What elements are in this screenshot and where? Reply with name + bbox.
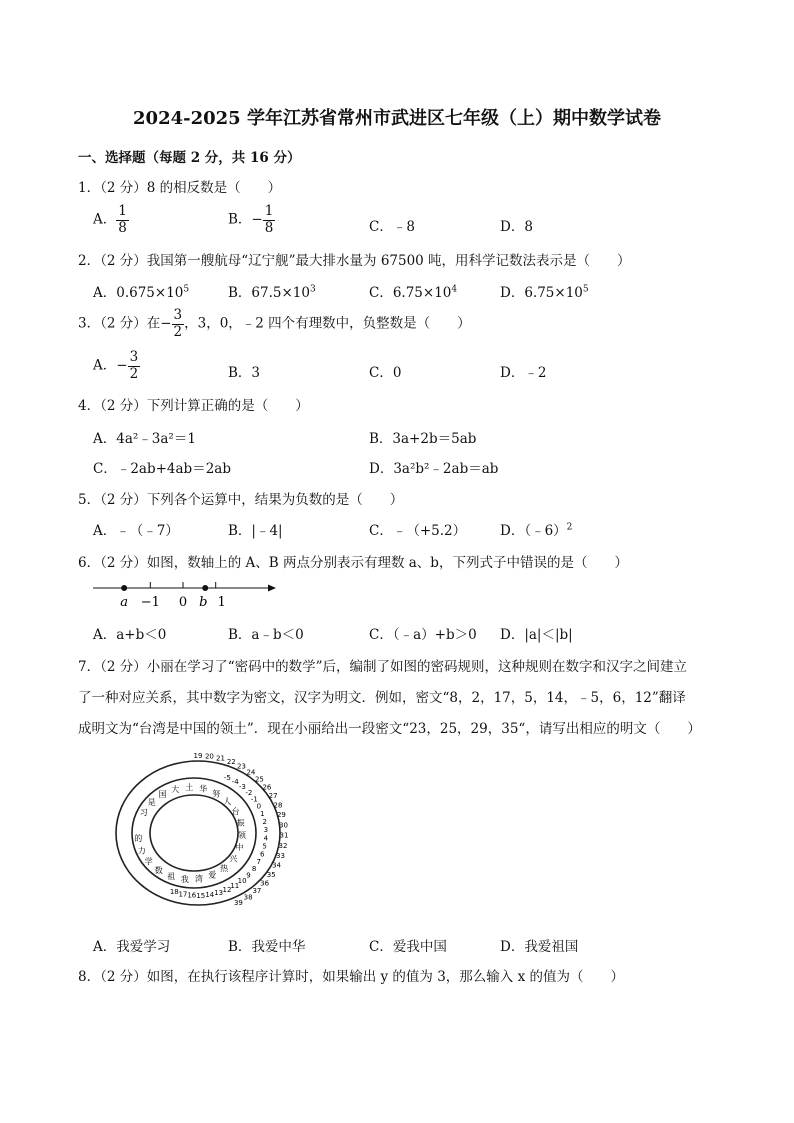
spiral-character: 学: [144, 857, 153, 867]
spiral-number: 34: [272, 861, 282, 870]
question-4-stem: 4．（2 分）下列计算正确的是（ ）: [78, 398, 309, 414]
spiral-number: 37: [252, 886, 262, 895]
point-a: [121, 585, 127, 591]
q2-option-a[interactable]: A．$0.675\times 10^5$: [93, 284, 190, 301]
q5-option-a[interactable]: A．﹣（﹣7）: [93, 523, 179, 539]
question-3-stem: 3．（2 分）在− $\frac{3}{2}$ ，3，0，﹣2 四个有理数中，负整数是（ ）: [78, 307, 471, 340]
spiral-character: 努: [212, 789, 221, 799]
spiral-number: 18: [169, 888, 179, 897]
spiral-number: 20: [204, 752, 214, 761]
label-a: a: [120, 595, 129, 610]
label-zero: 0: [178, 595, 188, 610]
spiral-number: 21: [216, 754, 225, 763]
q3-option-d[interactable]: D．﹣2: [500, 365, 547, 381]
question-5-stem: 5．（2 分）下列各个运算中，结果为负数的是（ ）: [78, 492, 404, 508]
spiral-number: 35: [266, 870, 276, 879]
q2-option-b[interactable]: B．$67.5\times 10^3$: [228, 284, 316, 301]
question-1-stem: 1．（2 分）8 的相反数是（ ）: [78, 180, 282, 196]
spiral-character: 的: [134, 834, 143, 844]
q7-option-d[interactable]: D．我爱祖国: [500, 939, 579, 955]
q6-option-c[interactable]: C．（﹣a）+b＞0: [369, 627, 477, 643]
spiral-number: 6: [259, 850, 265, 859]
spiral-character: 振: [236, 818, 245, 828]
spiral-number: 28: [273, 801, 283, 810]
spiral-number: 9: [246, 871, 251, 880]
q4-option-a[interactable]: A．4a²﹣3a²＝1: [93, 431, 196, 447]
q1-option-c[interactable]: C．﹣8: [369, 219, 415, 235]
label-minus-one: −1: [140, 595, 160, 610]
spiral-number: -3: [238, 783, 246, 792]
spiral-character: 国: [158, 790, 167, 799]
q3-option-b[interactable]: B．3: [228, 365, 261, 381]
spiral-number: 16: [187, 891, 197, 900]
spiral-character: 热: [220, 863, 229, 873]
spiral-character: 爱: [208, 870, 217, 880]
q1-option-d[interactable]: D．8: [500, 219, 533, 235]
spiral-character: 祖: [167, 871, 176, 881]
number-line-figure: [90, 578, 280, 612]
spiral-number: 14: [205, 891, 215, 900]
question-8-stem: 8．（2 分）如图，在执行该程序计算时，如果输出 y 的值为 3，那么输入 x 的值为（ ）: [78, 969, 625, 985]
spiral-number: 24: [246, 768, 256, 777]
number-line-arrow: [268, 585, 276, 592]
q3-option-a[interactable]: A．− $\frac{3}{2}$: [93, 349, 139, 382]
spiral-number: 36: [260, 879, 270, 888]
q1-option-a[interactable]: A． $\frac{1}{8}$: [93, 203, 127, 236]
spiral-character: 人: [223, 796, 232, 806]
spiral-number: 31: [279, 831, 289, 840]
spiral-number: 3: [263, 826, 269, 835]
question-7-line-1: 7．（2 分）小丽在学习了“密码中的数学”后，编制了如图的密码规则，这种规则在数字和汉字之间建立: [78, 659, 688, 675]
spiral-character: 我: [180, 874, 189, 884]
spiral-characters: [134, 782, 247, 884]
spiral-number: 4: [263, 834, 269, 843]
q7-option-b[interactable]: B．我爱中华: [228, 939, 306, 955]
spiral-character: 中: [235, 843, 244, 853]
spiral-number: -1: [250, 795, 258, 804]
spiral-character: 是: [147, 797, 156, 807]
spiral-number: 0: [256, 802, 262, 811]
spiral-number: 13: [214, 889, 224, 898]
q2-option-c[interactable]: C．$6.75\times 10^4$: [369, 284, 458, 301]
spiral-number: 26: [262, 783, 272, 792]
q2-option-d[interactable]: D．$6.75\times 10^5$: [500, 284, 589, 301]
spiral-number: 8: [251, 865, 257, 873]
spiral-number: 15: [196, 891, 206, 900]
q7-option-a[interactable]: A．我爱学习: [93, 939, 171, 955]
label-b: b: [199, 595, 208, 610]
spiral-character: 兴: [229, 854, 238, 864]
section-heading: 一、选择题（每题 2 分，共 16 分）: [78, 150, 301, 166]
question-7-line-2: 了一种对应关系，其中数字为密文，汉字为明文．例如，密文“8，2，17，5，14，﹣5，6，12”翻译: [78, 690, 686, 706]
spiral-number: 2: [262, 818, 267, 826]
point-b: [202, 585, 208, 591]
spiral-number: 23: [237, 762, 246, 771]
spiral-number: 30: [279, 821, 288, 830]
spiral-character: 湾: [194, 874, 203, 884]
q6-option-d[interactable]: D．|a|＜|b|: [500, 627, 573, 643]
q3-option-c[interactable]: C．0: [369, 365, 402, 381]
q5-option-c[interactable]: C．﹣（+5.2）: [369, 523, 467, 539]
cipher-spiral-figure: [90, 745, 290, 920]
spiral-number: 5: [262, 842, 267, 851]
question-2-stem: 2．（2 分）我国第一艘航母“辽宁舰”最大排水量为 67500 吨，用科学记数法表示是（ ）: [78, 253, 631, 269]
q4-option-b[interactable]: B．3a+2b＝5ab: [369, 431, 477, 447]
label-one: 1: [217, 595, 226, 610]
spiral-character: 华: [199, 784, 208, 794]
spiral-number: -2: [245, 788, 253, 797]
spiral-number: 12: [222, 886, 232, 895]
q6-option-b[interactable]: B．a﹣b＜0: [228, 627, 304, 643]
q7-option-c[interactable]: C．爱我中国: [369, 939, 447, 955]
spiral-character: 数: [154, 865, 163, 875]
q1-option-b[interactable]: B．− $\frac{1}{8}$: [228, 203, 274, 236]
spiral-number: 7: [256, 858, 261, 866]
spiral-number: -4: [231, 778, 239, 787]
q5-option-b[interactable]: B．|﹣4|: [228, 523, 283, 539]
spiral-character: 习: [139, 808, 148, 818]
q4-option-d[interactable]: D．3a²b²﹣2ab＝ab: [369, 461, 499, 477]
spiral-number: 22: [226, 758, 236, 767]
spiral-number: 29: [276, 811, 286, 820]
question-6-stem: 6．（2 分）如图，数轴上的 A、B 两点分别表示有理数 a、b，下列式子中错误的是（ ）: [78, 555, 628, 571]
spiral-number: 19: [193, 752, 203, 760]
page-title: 2024-2025 学年江苏省常州市武进区七年级（上）期中数学试卷: [133, 108, 661, 129]
q6-option-a[interactable]: A．a+b＜0: [93, 627, 167, 643]
spiral-number: 38: [243, 893, 253, 902]
spiral-number: 11: [230, 882, 240, 891]
spiral-number: 25: [254, 775, 264, 784]
spiral-number: 10: [237, 877, 247, 886]
spiral-number: 32: [278, 841, 288, 850]
spiral-number: 27: [268, 791, 278, 800]
spiral-number: -5: [223, 774, 231, 783]
q4-option-c[interactable]: C．﹣2ab+4ab＝2ab: [93, 461, 231, 477]
spiral-character: 土: [185, 783, 194, 792]
spiral-number: 17: [178, 890, 188, 899]
q5-option-d[interactable]: D．（﹣6）$^2$: [500, 522, 573, 539]
question-7-line-3: 成明文为“台湾是中国的领土”．现在小丽给出一段密文“23，25，29，35“，请写出相应的明文（ ）: [78, 721, 701, 737]
spiral-number: 33: [276, 852, 285, 860]
spiral-character: 台: [231, 807, 240, 816]
spiral-character: 力: [137, 846, 146, 856]
spiral-number: 39: [233, 898, 243, 907]
spiral-character: 大: [171, 784, 180, 794]
spiral-ring: [147, 795, 238, 871]
spiral-character: 领: [238, 831, 246, 840]
spiral-number: 1: [260, 810, 265, 818]
